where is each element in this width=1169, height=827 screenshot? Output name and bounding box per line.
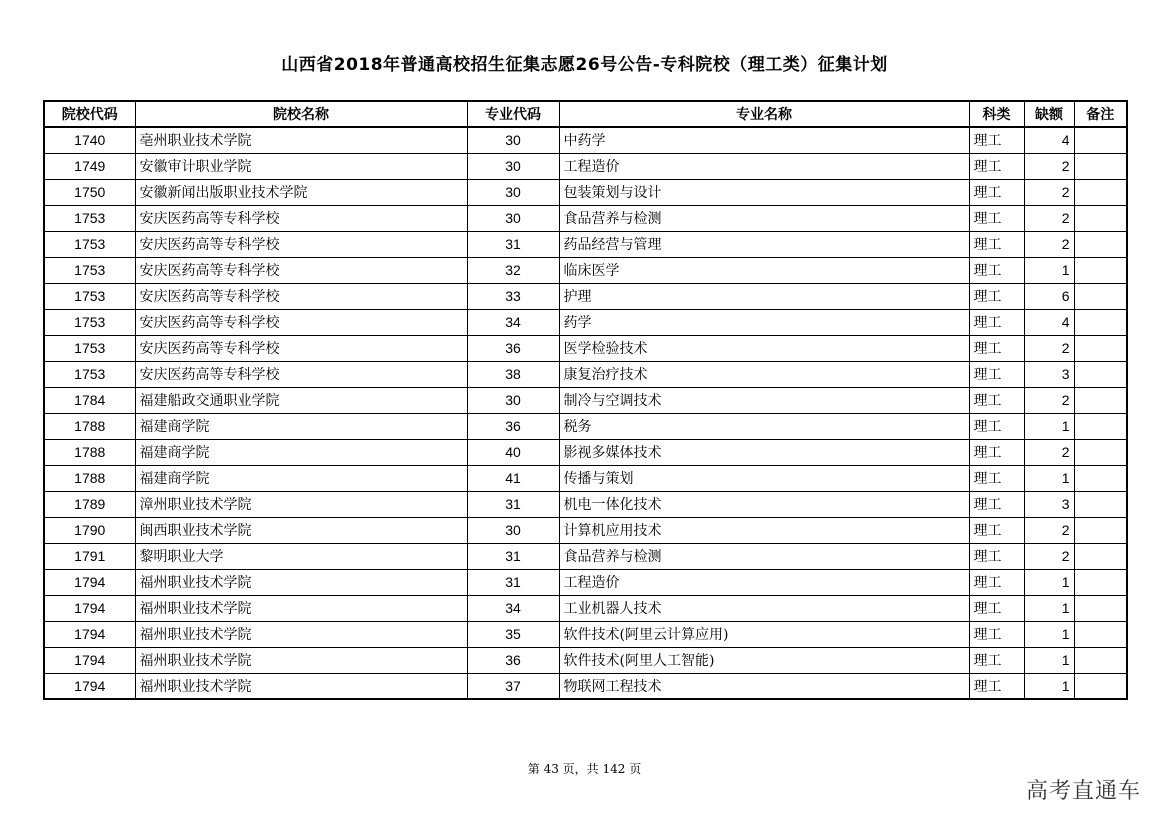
table-row xyxy=(44,231,1127,257)
cell-vacancies: 2 xyxy=(1024,153,1074,179)
cell-vacancies: 2 xyxy=(1024,335,1074,361)
cell-vacancies: 1 xyxy=(1024,621,1074,647)
table-row xyxy=(44,647,1127,673)
cell-remarks xyxy=(1074,517,1127,543)
cell-category: 理工 xyxy=(969,491,1024,517)
cell-major-name: 食品营养与检测 xyxy=(559,205,969,231)
cell-vacancies: 2 xyxy=(1024,543,1074,569)
enrollment-plan-table xyxy=(43,100,1128,700)
cell-school-name: 亳州职业技术学院 xyxy=(135,127,467,153)
table-row xyxy=(44,439,1127,465)
cell-major-name: 工程造价 xyxy=(559,153,969,179)
cell-vacancies: 6 xyxy=(1024,283,1074,309)
cell-remarks xyxy=(1074,465,1127,491)
cell-remarks xyxy=(1074,335,1127,361)
table-row xyxy=(44,205,1127,231)
cell-school-code: 1790 xyxy=(44,517,135,543)
cell-vacancies: 1 xyxy=(1024,673,1074,699)
cell-vacancies: 1 xyxy=(1024,647,1074,673)
cell-school-name: 福州职业技术学院 xyxy=(135,673,467,699)
cell-category: 理工 xyxy=(969,361,1024,387)
header-major-name: 专业名称 xyxy=(559,101,969,127)
cell-school-name: 安徽审计职业学院 xyxy=(135,153,467,179)
cell-major-code: 31 xyxy=(467,569,559,595)
cell-category: 理工 xyxy=(969,413,1024,439)
cell-school-name: 安庆医药高等专科学校 xyxy=(135,231,467,257)
cell-major-name: 物联网工程技术 xyxy=(559,673,969,699)
cell-school-name: 安庆医药高等专科学校 xyxy=(135,309,467,335)
cell-category: 理工 xyxy=(969,205,1024,231)
table-row xyxy=(44,621,1127,647)
cell-category: 理工 xyxy=(969,231,1024,257)
table-row xyxy=(44,465,1127,491)
cell-vacancies: 2 xyxy=(1024,179,1074,205)
cell-category: 理工 xyxy=(969,179,1024,205)
cell-major-name: 康复治疗技术 xyxy=(559,361,969,387)
cell-remarks xyxy=(1074,231,1127,257)
table-row xyxy=(44,335,1127,361)
cell-major-name: 包装策划与设计 xyxy=(559,179,969,205)
cell-category: 理工 xyxy=(969,621,1024,647)
table-row xyxy=(44,257,1127,283)
cell-school-name: 安庆医药高等专科学校 xyxy=(135,283,467,309)
cell-major-code: 36 xyxy=(467,647,559,673)
cell-vacancies: 2 xyxy=(1024,205,1074,231)
cell-major-name: 工业机器人技术 xyxy=(559,595,969,621)
cell-school-code: 1753 xyxy=(44,361,135,387)
table-header-row xyxy=(44,101,1127,127)
cell-remarks xyxy=(1074,361,1127,387)
cell-school-name: 漳州职业技术学院 xyxy=(135,491,467,517)
cell-major-name: 食品营养与检测 xyxy=(559,543,969,569)
table-row xyxy=(44,491,1127,517)
cell-remarks xyxy=(1074,569,1127,595)
cell-vacancies: 1 xyxy=(1024,413,1074,439)
cell-vacancies: 1 xyxy=(1024,257,1074,283)
cell-vacancies: 1 xyxy=(1024,569,1074,595)
cell-major-name: 传播与策划 xyxy=(559,465,969,491)
cell-school-name: 福建商学院 xyxy=(135,465,467,491)
cell-major-code: 31 xyxy=(467,231,559,257)
cell-major-code: 41 xyxy=(467,465,559,491)
cell-major-name: 护理 xyxy=(559,283,969,309)
cell-category: 理工 xyxy=(969,465,1024,491)
cell-school-code: 1753 xyxy=(44,309,135,335)
cell-school-name: 闽西职业技术学院 xyxy=(135,517,467,543)
table-row xyxy=(44,569,1127,595)
cell-major-name: 临床医学 xyxy=(559,257,969,283)
table-row xyxy=(44,309,1127,335)
cell-major-name: 药品经营与管理 xyxy=(559,231,969,257)
cell-remarks xyxy=(1074,621,1127,647)
cell-major-code: 30 xyxy=(467,517,559,543)
cell-school-code: 1750 xyxy=(44,179,135,205)
cell-school-name: 黎明职业大学 xyxy=(135,543,467,569)
cell-school-code: 1794 xyxy=(44,647,135,673)
cell-major-code: 36 xyxy=(467,335,559,361)
cell-major-name: 医学检验技术 xyxy=(559,335,969,361)
cell-major-code: 35 xyxy=(467,621,559,647)
header-school-code: 院校代码 xyxy=(44,101,135,127)
header-major-code: 专业代码 xyxy=(467,101,559,127)
table-row xyxy=(44,387,1127,413)
table-row xyxy=(44,413,1127,439)
table-row xyxy=(44,283,1127,309)
cell-major-code: 30 xyxy=(467,387,559,413)
cell-school-name: 福建商学院 xyxy=(135,439,467,465)
cell-school-code: 1794 xyxy=(44,673,135,699)
cell-vacancies: 2 xyxy=(1024,517,1074,543)
cell-remarks xyxy=(1074,387,1127,413)
cell-remarks xyxy=(1074,673,1127,699)
cell-category: 理工 xyxy=(969,387,1024,413)
header-remarks: 备注 xyxy=(1074,101,1127,127)
cell-school-name: 福州职业技术学院 xyxy=(135,569,467,595)
header-vacancies: 缺额 xyxy=(1024,101,1074,127)
cell-school-name: 安庆医药高等专科学校 xyxy=(135,257,467,283)
cell-remarks xyxy=(1074,257,1127,283)
cell-school-code: 1753 xyxy=(44,283,135,309)
cell-major-name: 机电一体化技术 xyxy=(559,491,969,517)
cell-remarks xyxy=(1074,595,1127,621)
cell-school-code: 1788 xyxy=(44,439,135,465)
cell-category: 理工 xyxy=(969,673,1024,699)
cell-school-code: 1753 xyxy=(44,335,135,361)
cell-major-name: 工程造价 xyxy=(559,569,969,595)
cell-category: 理工 xyxy=(969,543,1024,569)
cell-major-name: 中药学 xyxy=(559,127,969,153)
cell-category: 理工 xyxy=(969,569,1024,595)
cell-remarks xyxy=(1074,439,1127,465)
cell-major-code: 31 xyxy=(467,491,559,517)
cell-remarks xyxy=(1074,283,1127,309)
cell-category: 理工 xyxy=(969,127,1024,153)
cell-school-code: 1749 xyxy=(44,153,135,179)
cell-school-name: 安徽新闻出版职业技术学院 xyxy=(135,179,467,205)
page-title: 山西省2018年普通高校招生征集志愿26号公告-专科院校（理工类）征集计划 xyxy=(281,55,888,75)
cell-major-code: 34 xyxy=(467,595,559,621)
cell-vacancies: 3 xyxy=(1024,491,1074,517)
cell-category: 理工 xyxy=(969,257,1024,283)
cell-category: 理工 xyxy=(969,517,1024,543)
cell-category: 理工 xyxy=(969,595,1024,621)
cell-school-code: 1788 xyxy=(44,413,135,439)
watermark: 高考直通车 xyxy=(1025,779,1141,804)
cell-school-code: 1753 xyxy=(44,257,135,283)
cell-school-name: 安庆医药高等专科学校 xyxy=(135,335,467,361)
cell-major-name: 软件技术(阿里云计算应用) xyxy=(559,621,969,647)
cell-major-name: 计算机应用技术 xyxy=(559,517,969,543)
cell-vacancies: 2 xyxy=(1024,231,1074,257)
cell-major-code: 30 xyxy=(467,205,559,231)
table-row xyxy=(44,361,1127,387)
cell-remarks xyxy=(1074,491,1127,517)
header-school-name: 院校名称 xyxy=(135,101,467,127)
table-row xyxy=(44,153,1127,179)
cell-major-code: 30 xyxy=(467,127,559,153)
cell-school-code: 1753 xyxy=(44,205,135,231)
cell-major-code: 36 xyxy=(467,413,559,439)
cell-major-name: 制冷与空调技术 xyxy=(559,387,969,413)
cell-vacancies: 1 xyxy=(1024,595,1074,621)
cell-school-name: 安庆医药高等专科学校 xyxy=(135,361,467,387)
cell-school-name: 福州职业技术学院 xyxy=(135,647,467,673)
cell-remarks xyxy=(1074,309,1127,335)
cell-major-code: 30 xyxy=(467,179,559,205)
cell-category: 理工 xyxy=(969,647,1024,673)
cell-school-name: 福州职业技术学院 xyxy=(135,595,467,621)
cell-school-name: 福州职业技术学院 xyxy=(135,621,467,647)
cell-major-code: 34 xyxy=(467,309,559,335)
cell-major-code: 37 xyxy=(467,673,559,699)
cell-category: 理工 xyxy=(969,153,1024,179)
cell-vacancies: 1 xyxy=(1024,465,1074,491)
cell-category: 理工 xyxy=(969,335,1024,361)
cell-remarks xyxy=(1074,127,1127,153)
cell-major-name: 税务 xyxy=(559,413,969,439)
cell-vacancies: 4 xyxy=(1024,127,1074,153)
page-footer: 第 43 页，共 142 页 xyxy=(527,762,642,776)
cell-major-code: 30 xyxy=(467,153,559,179)
cell-vacancies: 4 xyxy=(1024,309,1074,335)
cell-remarks xyxy=(1074,153,1127,179)
cell-category: 理工 xyxy=(969,439,1024,465)
cell-remarks xyxy=(1074,413,1127,439)
cell-vacancies: 3 xyxy=(1024,361,1074,387)
table-row xyxy=(44,595,1127,621)
cell-school-code: 1788 xyxy=(44,465,135,491)
table-row xyxy=(44,127,1127,153)
table-body xyxy=(44,127,1127,699)
cell-major-code: 40 xyxy=(467,439,559,465)
cell-major-name: 药学 xyxy=(559,309,969,335)
cell-school-code: 1794 xyxy=(44,569,135,595)
cell-school-code: 1794 xyxy=(44,595,135,621)
cell-major-code: 33 xyxy=(467,283,559,309)
table-row xyxy=(44,179,1127,205)
cell-category: 理工 xyxy=(969,309,1024,335)
cell-major-code: 38 xyxy=(467,361,559,387)
header-category: 科类 xyxy=(969,101,1024,127)
cell-school-code: 1791 xyxy=(44,543,135,569)
cell-major-name: 影视多媒体技术 xyxy=(559,439,969,465)
cell-school-code: 1789 xyxy=(44,491,135,517)
table-row xyxy=(44,517,1127,543)
cell-school-name: 安庆医药高等专科学校 xyxy=(135,205,467,231)
cell-remarks xyxy=(1074,647,1127,673)
cell-school-name: 福建商学院 xyxy=(135,413,467,439)
cell-major-name: 软件技术(阿里人工智能) xyxy=(559,647,969,673)
cell-vacancies: 2 xyxy=(1024,387,1074,413)
table-row xyxy=(44,543,1127,569)
cell-remarks xyxy=(1074,179,1127,205)
cell-remarks xyxy=(1074,205,1127,231)
cell-school-name: 福建船政交通职业学院 xyxy=(135,387,467,413)
table-row xyxy=(44,673,1127,699)
cell-category: 理工 xyxy=(969,283,1024,309)
cell-remarks xyxy=(1074,543,1127,569)
cell-major-code: 31 xyxy=(467,543,559,569)
cell-school-code: 1784 xyxy=(44,387,135,413)
cell-vacancies: 2 xyxy=(1024,439,1074,465)
cell-school-code: 1753 xyxy=(44,231,135,257)
cell-school-code: 1740 xyxy=(44,127,135,153)
cell-school-code: 1794 xyxy=(44,621,135,647)
cell-major-code: 32 xyxy=(467,257,559,283)
